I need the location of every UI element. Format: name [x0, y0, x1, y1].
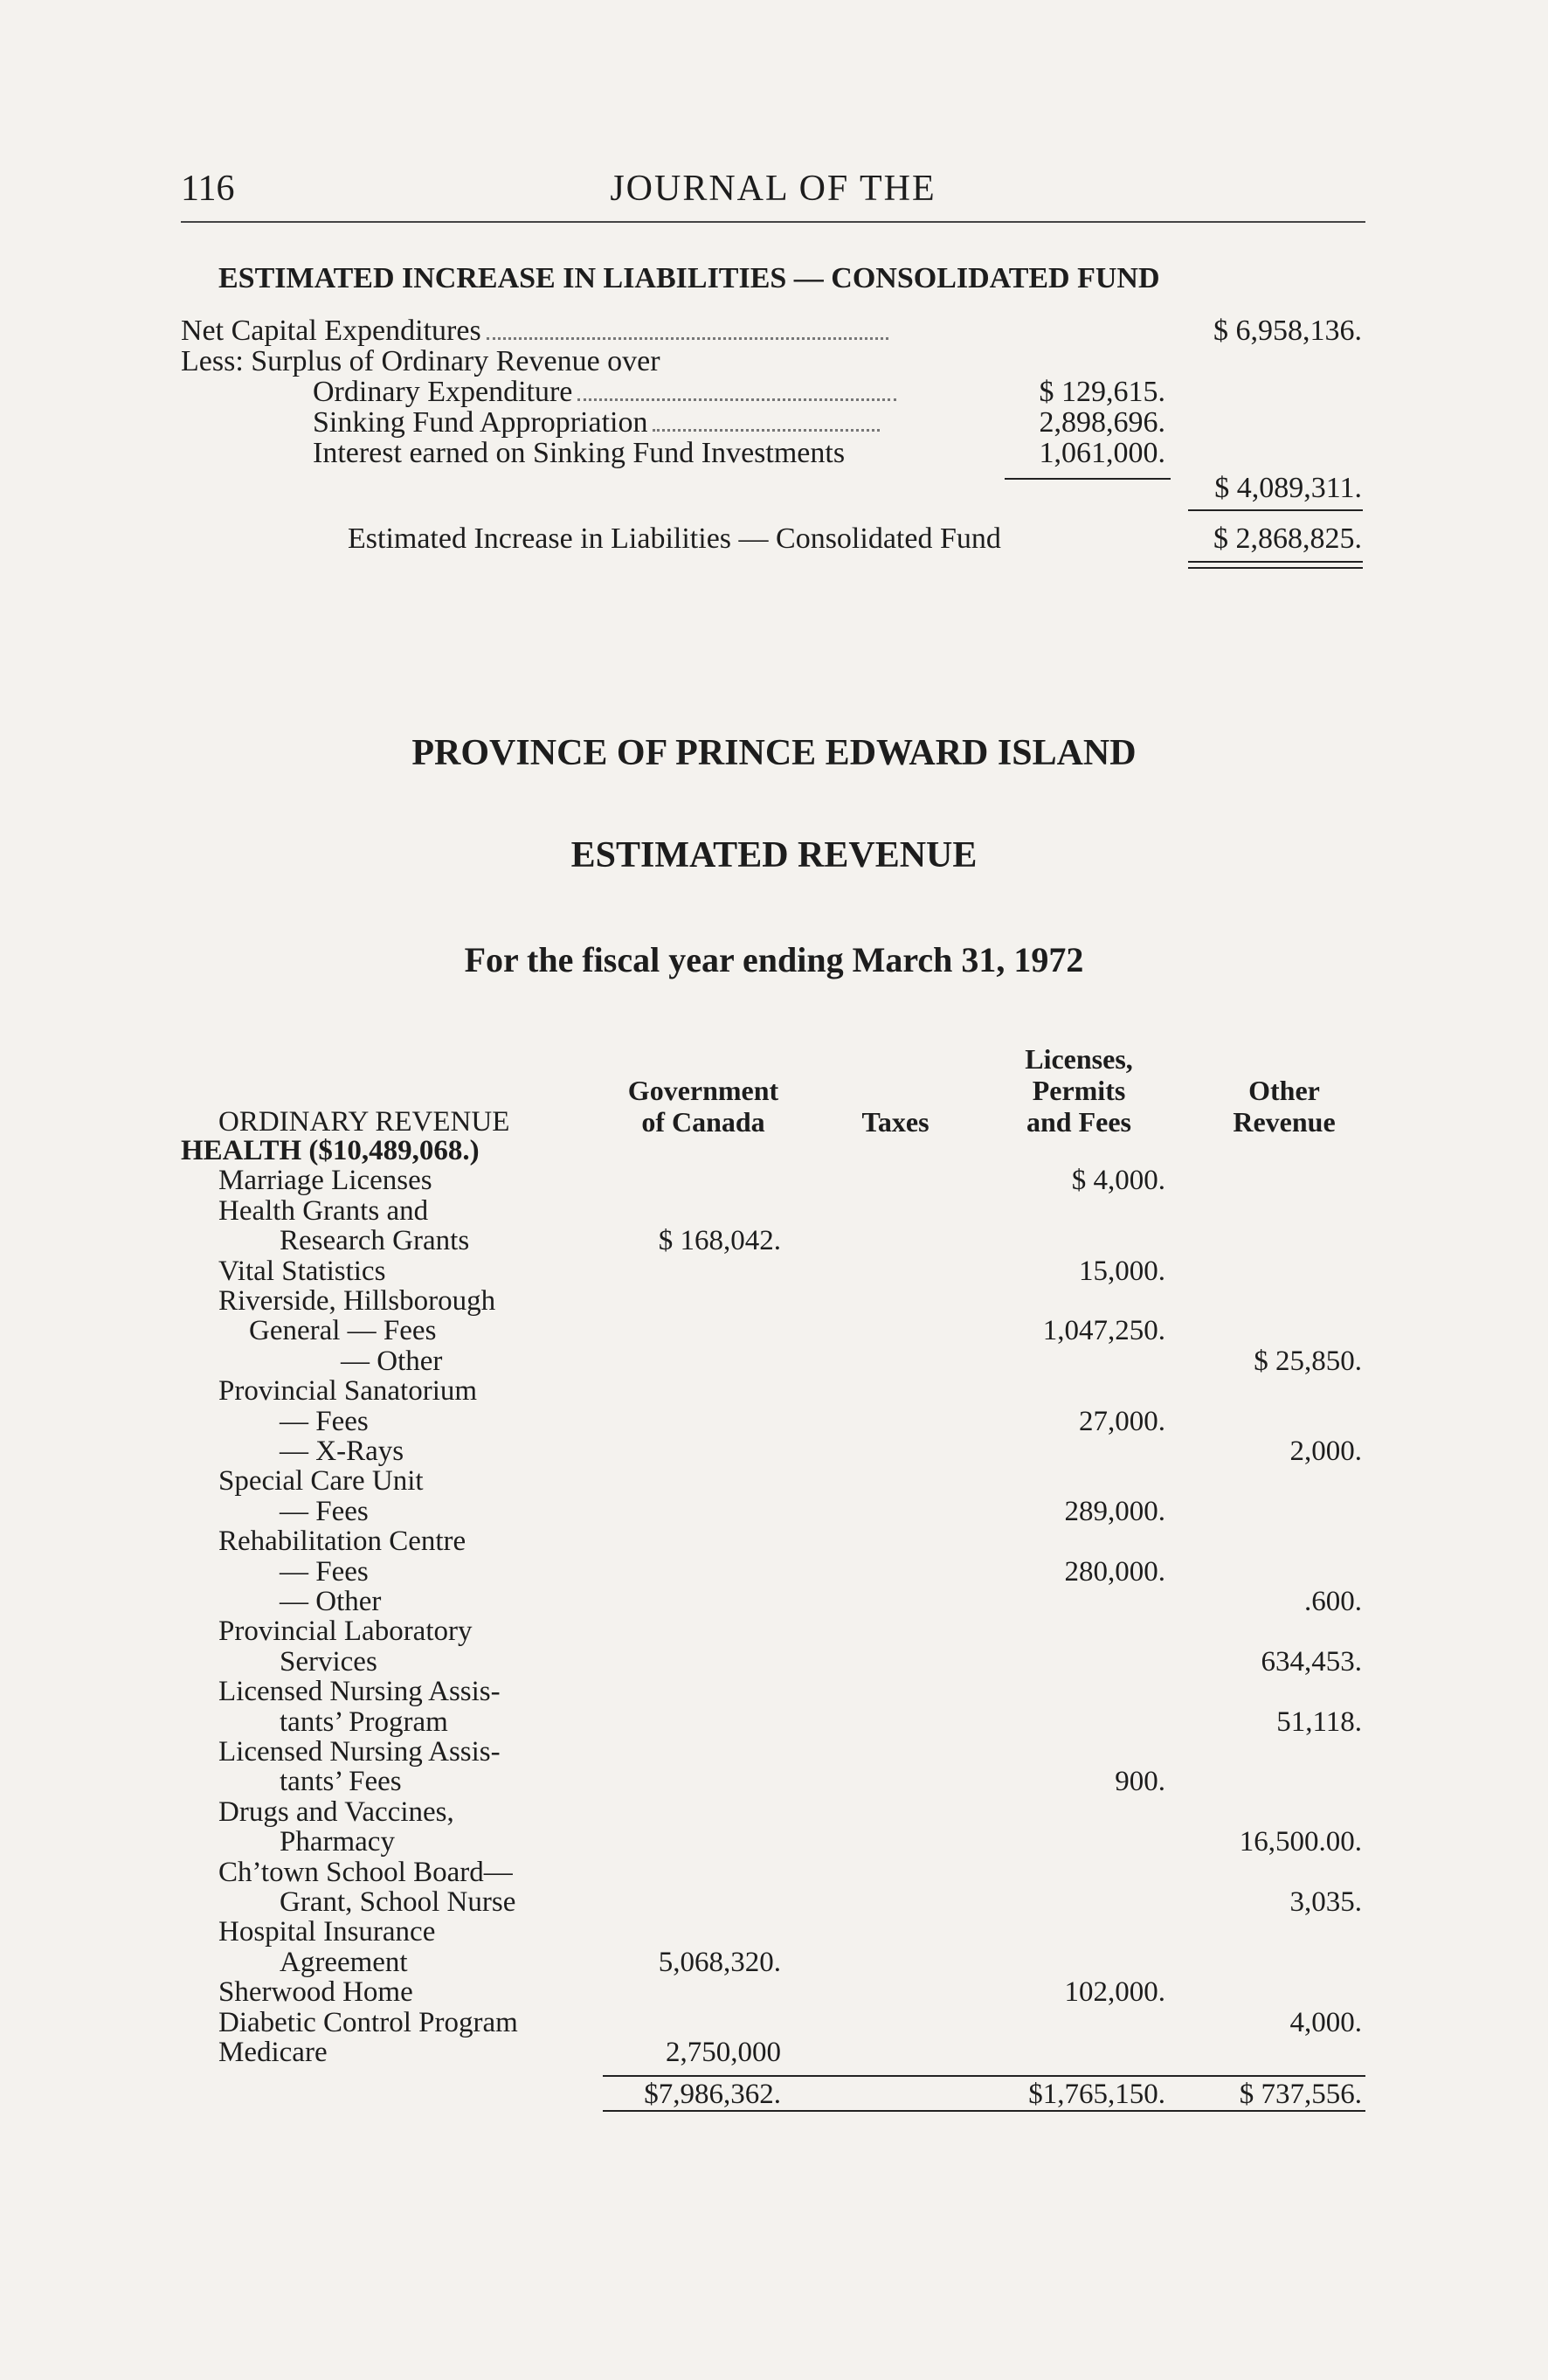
other-value: .600.: [1304, 1586, 1362, 1617]
column-header-taxes: Taxes: [861, 1106, 929, 1138]
other-value: 2,000.: [1289, 1436, 1362, 1467]
row-label: — Fees: [280, 1405, 369, 1437]
page-header: [181, 168, 1365, 220]
net-capital-value: $ 6,958,136.: [1213, 315, 1362, 347]
table-row: [0, 2008, 1548, 2038]
row-label: Drugs and Vaccines,: [218, 1795, 454, 1828]
table-row: [0, 1887, 1548, 1917]
row-label: Research Grants: [280, 1225, 470, 1257]
total-government: $7,986,362.: [644, 2079, 781, 2110]
page-number: 116: [181, 169, 235, 209]
licenses-value: 1,047,250.: [1042, 1315, 1165, 1347]
net-capital-label: Net Capital Expenditures: [181, 315, 481, 347]
row-label: Licensed Nursing Assis-: [218, 1736, 501, 1768]
table-row: [0, 1677, 1548, 1706]
row-label: Provincial Laboratory: [218, 1615, 473, 1648]
column-header-line: Revenue: [1233, 1106, 1336, 1138]
total-value: $ 2,868,825.: [1213, 522, 1362, 555]
column-header-line: Permits: [1032, 1075, 1126, 1106]
dot-leader: [487, 337, 888, 340]
row-label: — Fees: [280, 1495, 369, 1527]
licenses-value: 280,000.: [1064, 1555, 1165, 1588]
row-label: General — Fees: [249, 1315, 437, 1347]
table-row: [0, 1376, 1548, 1406]
other-value: $ 25,850.: [1254, 1345, 1362, 1377]
header-rule: [181, 221, 1365, 223]
row-label: Grant, School Nurse: [280, 1886, 516, 1918]
totals-bottom-rule: [603, 2110, 1365, 2112]
table-row: [0, 1587, 1548, 1616]
other-value: 634,453.: [1261, 1645, 1362, 1678]
table-row: [0, 1497, 1548, 1526]
table-row: [0, 1647, 1548, 1677]
row-label: Provincial Sanatorium: [218, 1375, 478, 1408]
table-row: [0, 1166, 1548, 1195]
government-value: 5,068,320.: [658, 1946, 781, 1978]
row-label: HEALTH ($10,489,068.): [181, 1135, 480, 1166]
table-row: [0, 1136, 1548, 1166]
column-header-line: Government: [627, 1075, 779, 1106]
row-label: — Other: [280, 1586, 382, 1617]
column-header-line: Licenses,: [1025, 1043, 1133, 1075]
revenue-title: PROVINCE OF PRINCE EDWARD ISLAND: [411, 733, 1137, 773]
liability-item: [313, 376, 896, 409]
table-row: [0, 1226, 1548, 1256]
table-row: [0, 1737, 1548, 1767]
subtotal-value: $ 4,089,311.: [1214, 472, 1362, 504]
table-row: [0, 1977, 1548, 2007]
table-row: [0, 1917, 1548, 1947]
other-value: 51,118.: [1276, 1705, 1362, 1738]
government-value: 2,750,000: [666, 2037, 781, 2068]
row-label: Vital Statistics: [218, 1255, 386, 1287]
liability-item-value: 2,898,696.: [1039, 406, 1165, 439]
liability-item: [313, 437, 845, 470]
table-row: [0, 1526, 1548, 1556]
total-rule-bottom: [1188, 561, 1363, 563]
row-label: Rehabilitation Centre: [218, 1526, 466, 1558]
column-header-licenses: [992, 1043, 1166, 1138]
total-other: $ 737,556.: [1239, 2079, 1362, 2110]
liabilities-heading: ESTIMATED INCREASE IN LIABILITIES — CONSOLIDATED FUND: [218, 262, 1160, 294]
total-rule-top: [1188, 509, 1363, 511]
less-label: Less: Surplus of Ordinary Revenue over: [181, 345, 660, 377]
dot-leader: [577, 398, 896, 401]
row-label: Ch’town School Board—: [218, 1856, 513, 1888]
table-row: [0, 1407, 1548, 1436]
liability-item-label: Ordinary Expenditure: [313, 376, 573, 408]
table-row: [0, 1616, 1548, 1646]
table-row: [0, 1557, 1548, 1587]
table-row: [0, 1827, 1548, 1857]
fiscal-period: For the fiscal year ending March 31, 1972: [464, 940, 1084, 979]
table-row: [0, 1767, 1548, 1796]
row-label: Medicare: [218, 2037, 328, 2068]
table-row: [0, 1196, 1548, 1226]
licenses-value: 102,000.: [1064, 1976, 1165, 2009]
table-row: [0, 1436, 1548, 1466]
journal-title: JOURNAL OF THE: [610, 169, 936, 209]
table-row: [0, 1346, 1548, 1376]
liability-item-label: Sinking Fund Appropriation: [313, 406, 648, 439]
table-row: [0, 1858, 1548, 1887]
liability-item-label: Interest earned on Sinking Fund Investments: [313, 437, 846, 469]
table-row: [0, 2038, 1548, 2067]
licenses-value: 289,000.: [1064, 1495, 1165, 1527]
row-label: tants’ Program: [280, 1705, 448, 1738]
column-header-line: and Fees: [1026, 1106, 1131, 1138]
row-label: Licensed Nursing Assis-: [218, 1676, 501, 1708]
row-label: Sherwood Home: [218, 1976, 413, 2009]
licenses-value: 27,000.: [1079, 1405, 1165, 1437]
row-label: Diabetic Control Program: [218, 2006, 518, 2038]
total-licenses: $1,765,150.: [1028, 2079, 1165, 2110]
other-value: 16,500.00.: [1239, 1826, 1362, 1858]
total-label: Estimated Increase in Liabilities — Consolidated Fund: [348, 522, 1001, 555]
row-label: — Fees: [280, 1555, 369, 1588]
liability-item-value: 1,061,000.: [1039, 437, 1165, 469]
table-row: [0, 1948, 1548, 1977]
column-header-other: [1206, 1075, 1363, 1138]
total-rule-double: [1188, 567, 1363, 569]
table-row: [0, 1256, 1548, 1286]
revenue-subtitle: ESTIMATED REVENUE: [570, 835, 978, 875]
row-label: Hospital Insurance: [218, 1916, 436, 1948]
licenses-value: 900.: [1115, 1766, 1165, 1798]
dot-leader: [653, 429, 880, 432]
table-row: [0, 1466, 1548, 1496]
liability-item: [313, 406, 880, 439]
subtotal-rule: [1005, 478, 1171, 480]
net-capital-line: [181, 315, 888, 348]
row-label: Marriage Licenses: [218, 1165, 432, 1197]
row-label: tants’ Fees: [280, 1766, 402, 1798]
row-label: Riverside, Hillsborough: [218, 1285, 496, 1317]
licenses-value: $ 4,000.: [1071, 1165, 1165, 1197]
licenses-value: 15,000.: [1079, 1255, 1165, 1287]
row-header-ordinary-revenue: ORDINARY REVENUE: [218, 1106, 510, 1138]
table-row: [0, 1707, 1548, 1737]
row-label: Services: [280, 1645, 377, 1678]
government-value: $ 168,042.: [658, 1225, 781, 1257]
liability-item-value: $ 129,615.: [1039, 376, 1165, 408]
column-header-line: Other: [1248, 1075, 1320, 1106]
other-value: 3,035.: [1289, 1886, 1362, 1918]
table-row: [0, 1316, 1548, 1346]
row-label: — Other: [341, 1345, 443, 1377]
row-label: Pharmacy: [280, 1826, 395, 1858]
row-label: Health Grants and: [218, 1194, 429, 1227]
column-header-line: of Canada: [641, 1106, 765, 1138]
column-header-government: [603, 1075, 804, 1138]
table-row: [0, 1797, 1548, 1827]
table-row: [0, 1286, 1548, 1316]
row-label: — X-Rays: [280, 1436, 404, 1467]
row-label: Special Care Unit: [218, 1465, 424, 1498]
totals-rule: [603, 2075, 1365, 2077]
other-value: 4,000.: [1289, 2006, 1362, 2038]
row-label: Agreement: [280, 1946, 408, 1978]
